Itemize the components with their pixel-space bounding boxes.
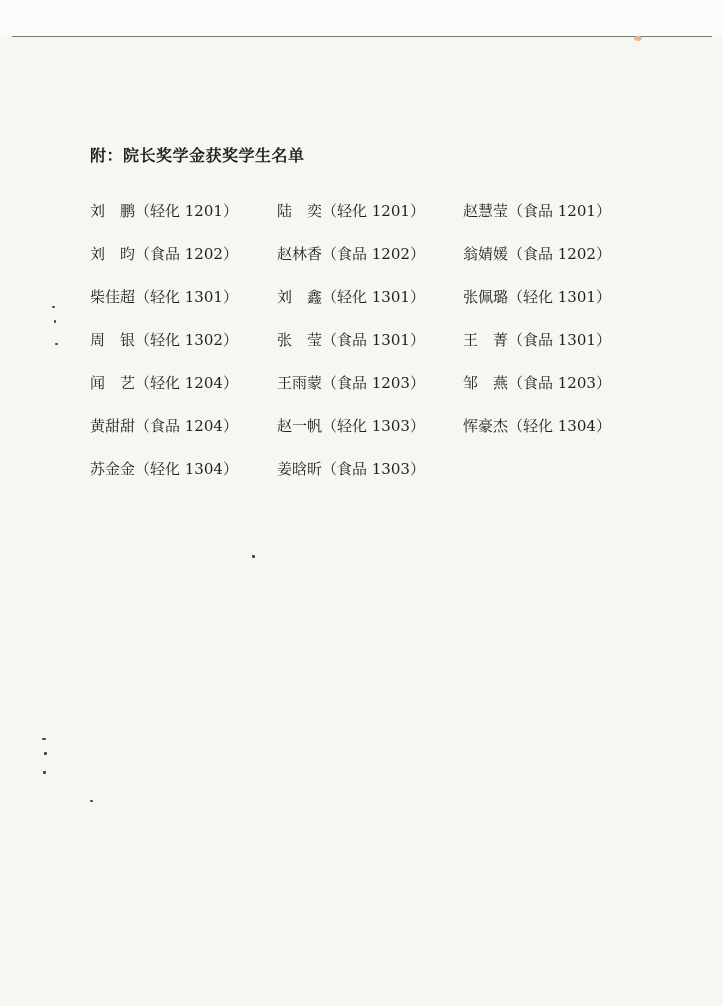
list-item: 苏金金（轻化 1304） bbox=[90, 460, 238, 478]
list-item: 周 银（轻化 1302） bbox=[90, 331, 238, 349]
scan-speck bbox=[54, 320, 56, 323]
list-row bbox=[90, 415, 650, 458]
list-item: 王雨蒙（食品 1203） bbox=[277, 374, 425, 392]
list-row bbox=[90, 458, 650, 501]
scan-speck bbox=[42, 738, 46, 740]
list-item: 柴佳超（轻化 1301） bbox=[90, 288, 238, 306]
list-item: 赵慧莹（食品 1201） bbox=[463, 202, 611, 220]
page-edge-line bbox=[12, 36, 712, 37]
awardee-list bbox=[90, 200, 650, 501]
list-row bbox=[90, 286, 650, 329]
list-item: 闻 艺（轻化 1204） bbox=[90, 374, 238, 392]
list-item: 刘 鑫（轻化 1301） bbox=[277, 288, 425, 306]
scan-speck bbox=[43, 771, 46, 774]
scan-speck bbox=[44, 752, 47, 755]
scan-mark bbox=[634, 36, 642, 41]
scan-top-margin bbox=[0, 0, 723, 36]
list-item: 张佩璐（轻化 1301） bbox=[463, 288, 611, 306]
list-row bbox=[90, 372, 650, 415]
list-item: 刘 鹏（轻化 1201） bbox=[90, 202, 238, 220]
list-item: 邹 燕（食品 1203） bbox=[463, 374, 611, 392]
list-item: 赵林香（食品 1202） bbox=[277, 245, 425, 263]
list-row bbox=[90, 329, 650, 372]
list-item: 张 莹（食品 1301） bbox=[277, 331, 425, 349]
list-item: 翁婧媛（食品 1202） bbox=[463, 245, 611, 263]
scan-speck bbox=[55, 343, 58, 345]
list-row bbox=[90, 243, 650, 286]
list-item: 陆 奕（轻化 1201） bbox=[277, 202, 425, 220]
scan-speck bbox=[52, 306, 55, 308]
scan-speck bbox=[90, 800, 93, 802]
list-item: 黄甜甜（食品 1204） bbox=[90, 417, 238, 435]
list-item: 王 菁（食品 1301） bbox=[463, 331, 611, 349]
scan-speck bbox=[252, 555, 255, 558]
list-item: 恽豪杰（轻化 1304） bbox=[463, 417, 611, 435]
list-row bbox=[90, 200, 650, 243]
list-item: 刘 昀（食品 1202） bbox=[90, 245, 238, 263]
list-item: 姜晗昕（食品 1303） bbox=[277, 460, 425, 478]
page-title: 附：院长奖学金获奖学生名单 bbox=[90, 146, 305, 165]
list-item: 赵一帆（轻化 1303） bbox=[277, 417, 425, 435]
